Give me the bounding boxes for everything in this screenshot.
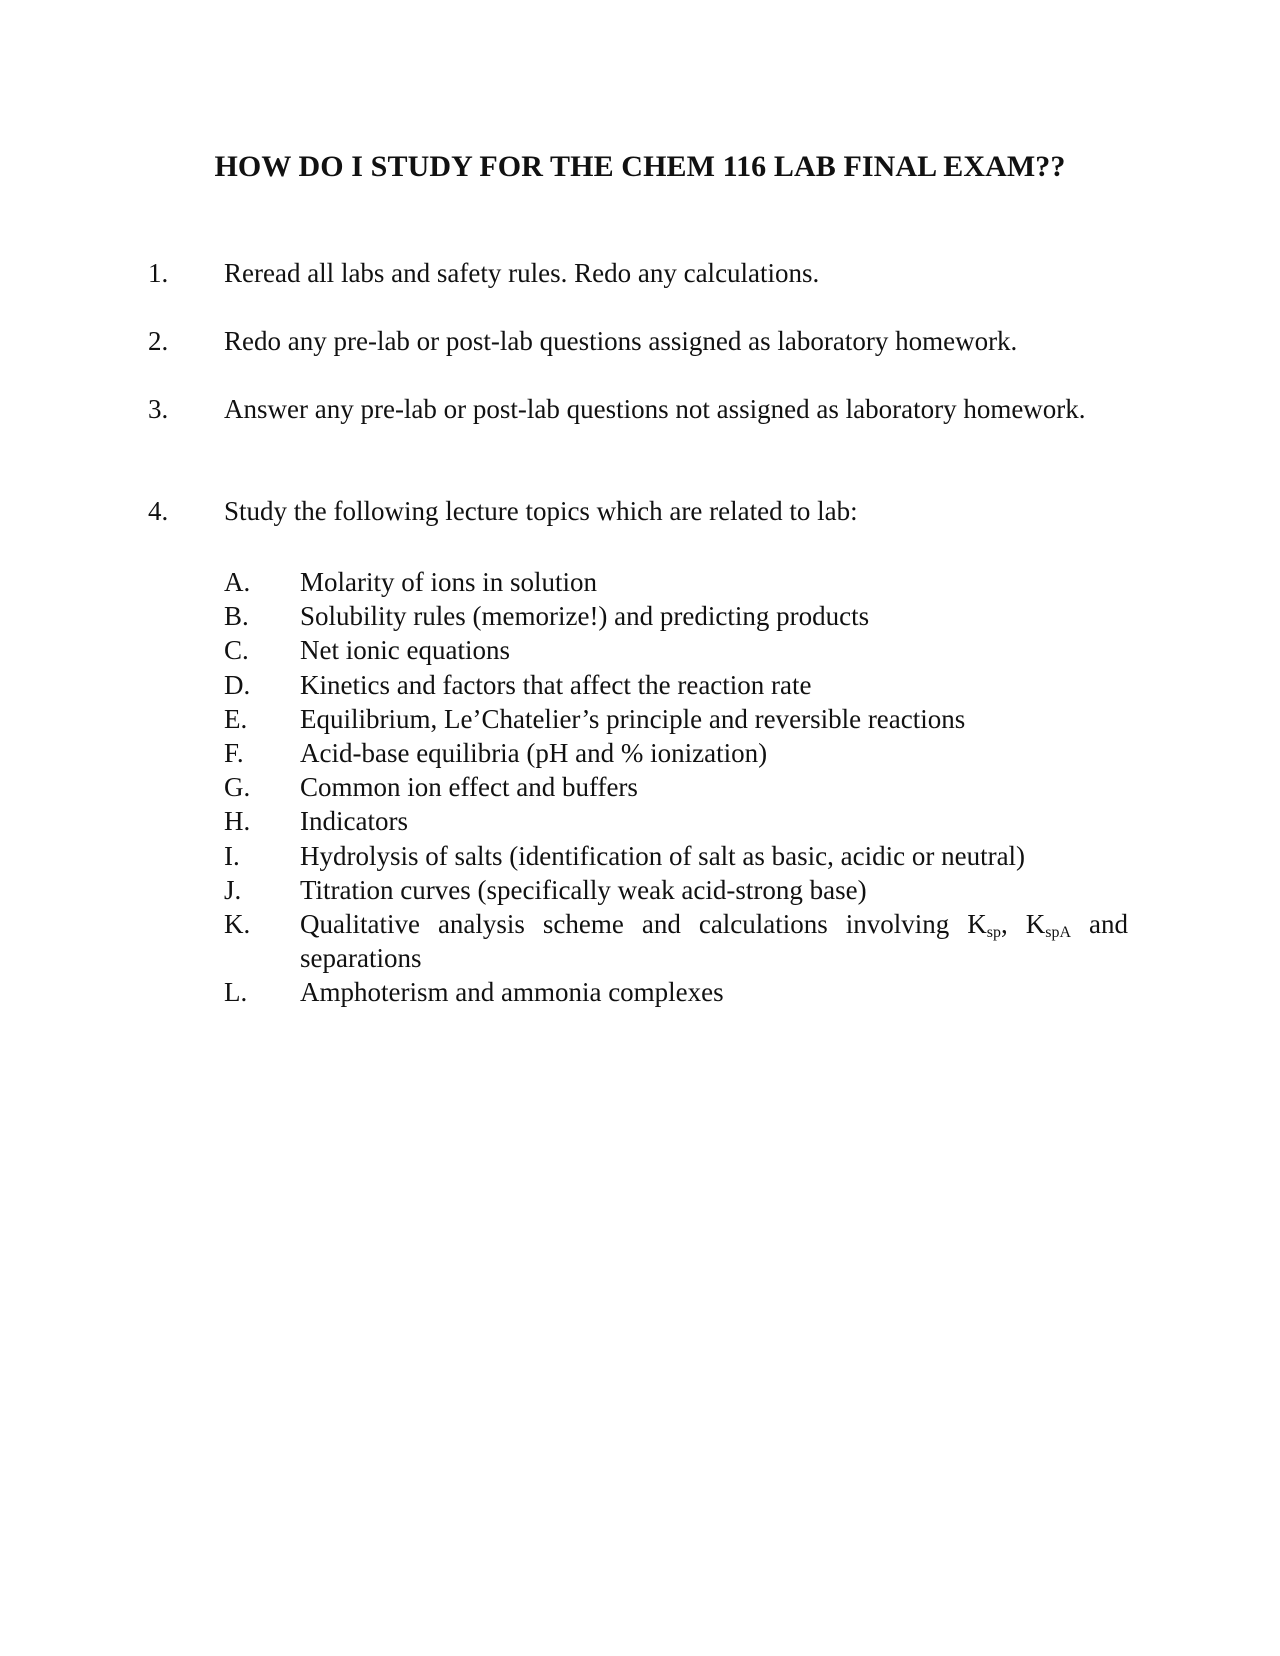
topic-letter: H. [224,806,251,837]
topic-item [224,873,1128,907]
item-number: 4. [148,496,169,526]
topic-text: Equilibrium, Le’Chatelier’s principle and reversible reactions [300,703,966,734]
list-item [148,392,1128,426]
item-text: Study the following lecture topics which are related to lab: [224,496,858,526]
page-title: HOW DO I STUDY FOR THE CHEM 116 LAB FINAL EXAM?? [214,150,1066,183]
topic-letter: F. [224,738,244,769]
topic-item [224,633,1128,667]
topic-letter: L. [224,977,248,1008]
topic-item [224,907,1128,975]
topic-item [224,736,1128,770]
topic-letter: K. [224,909,251,940]
topic-item [224,599,1128,633]
list-item [148,256,1128,290]
topic-text: Common ion effect and buffers [300,772,638,803]
topic-letter: G. [224,772,251,803]
topic-letter: I. [224,840,240,871]
topic-item [224,975,1128,1009]
topic-letter: A. [224,567,251,597]
topic-text: Molarity of ions in solution [300,567,597,597]
topic-letter: D. [224,669,251,700]
topic-item [224,565,1128,599]
topic-text: Hydrolysis of salts (identification of salt as basic, acidic or neutral) [300,840,1026,871]
topic-item [224,668,1128,702]
item-number: 1. [148,258,169,288]
topic-item [224,702,1128,736]
topic-letter: E. [224,703,248,734]
topic-item [224,839,1128,873]
topic-text: Titration curves (specifically weak acid-strong base) [300,874,867,905]
list-item [148,324,1128,358]
item-number: 2. [148,326,169,356]
topic-text: Kinetics and factors that affect the reaction rate [300,669,812,700]
topic-text: Solubility rules (memorize!) and predicting products [300,601,870,632]
topic-list [224,565,1128,1010]
topic-item [224,804,1128,838]
kspa-subscript: spA [1045,924,1072,942]
topic-text-part: and separations [300,909,1129,974]
item-text: Redo any pre-lab or post-lab questions assigned as laboratory homework. [224,326,1018,356]
topic-text: Net ionic equations [300,635,510,666]
topic-letter: C. [224,635,249,666]
item-number: 3. [148,394,169,424]
topic-letter: J. [224,874,242,905]
list-item [148,494,1128,528]
topic-item [224,770,1128,804]
ksp-subscript: sp [986,924,1002,942]
item-text: Answer any pre-lab or post-lab questions not assigned as laboratory homework. [224,394,1086,424]
topic-text-part: , K [1001,909,1046,940]
topic-text: Amphoterism and ammonia complexes [300,977,724,1008]
topic-letter: B. [224,601,249,632]
topic-text: Acid-base equilibria (pH and % ionization) [300,738,768,769]
topic-text: Indicators [300,806,408,837]
topic-text [300,907,1128,975]
item-text: Reread all labs and safety rules. Redo any calculations. [224,258,820,288]
topic-text-part: Qualitative analysis scheme and calculations involving K [300,909,987,940]
